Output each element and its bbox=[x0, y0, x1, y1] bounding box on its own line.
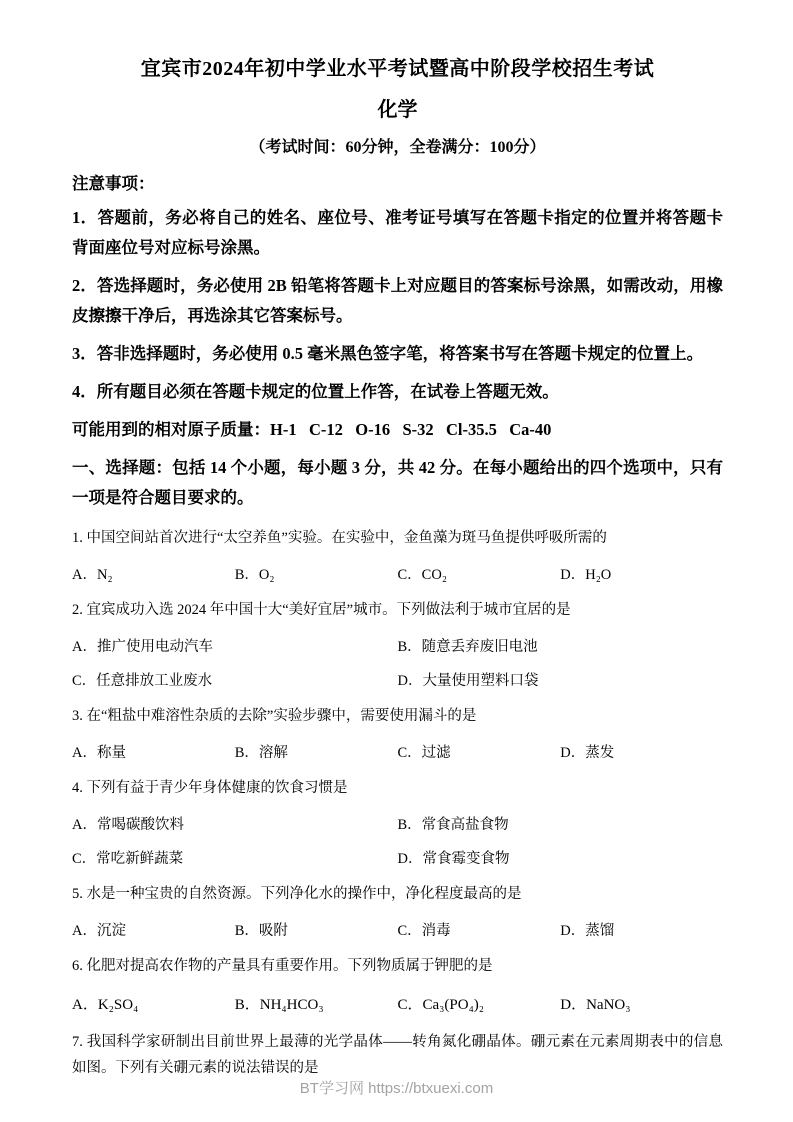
notice-item-4: 4．所有题目必须在答题卡规定的位置上作答，在试卷上答题无效。 bbox=[72, 382, 559, 401]
options-grid bbox=[72, 815, 723, 869]
question-stem: 6. 化肥对提高农作物的产量具有重要作用。下列物质属于钾肥的是 bbox=[72, 958, 493, 974]
options-row bbox=[72, 921, 723, 941]
option-d: D．蒸发 bbox=[560, 745, 615, 761]
watermark-footer bbox=[0, 1077, 793, 1098]
option-c: C．消毒 bbox=[397, 923, 451, 939]
option-a: A．K₂SO₄ bbox=[72, 997, 139, 1013]
options-row bbox=[72, 565, 723, 585]
question-stem: 1. 中国空间站首次进行“太空养鱼”实验。在实验中，金鱼藻为斑马鱼提供呼吸所需的 bbox=[72, 530, 607, 546]
option-a: A．称量 bbox=[72, 745, 126, 761]
question-stem: 4. 下列有益于青少年身体健康的饮食习惯是 bbox=[72, 780, 348, 796]
options-row bbox=[72, 743, 723, 763]
option-c: C．任意排放工业废水 bbox=[72, 673, 213, 689]
notice-title: 注意事项： bbox=[72, 174, 155, 193]
option-c: C．Ca₃(PO₄)₂ bbox=[397, 997, 485, 1013]
option-d: D．蒸馏 bbox=[560, 923, 615, 939]
question-5 bbox=[72, 881, 723, 941]
option-a: A．N₂ bbox=[72, 567, 113, 583]
option-b: B．随意丢弃废旧电池 bbox=[397, 639, 538, 655]
question-3 bbox=[72, 703, 723, 763]
question-stem: 7. 我国科学家研制出目前世界上最薄的光学晶体——转角氮化硼晶体。硼元素在元素周期表中的信息如图。下列有关硼元素的说法错误的是 bbox=[72, 1034, 723, 1076]
option-b: B．NH₄HCO₃ bbox=[234, 997, 324, 1013]
option-d: D．NaNO₃ bbox=[560, 997, 631, 1013]
question-4 bbox=[72, 775, 723, 869]
question-stem: 5. 水是一种宝贵的自然资源。下列净化水的操作中，净化程度最高的是 bbox=[72, 886, 522, 902]
question-6 bbox=[72, 953, 723, 1017]
exam-subject: 化学 bbox=[377, 99, 418, 121]
question-7 bbox=[72, 1029, 723, 1081]
atomic-mass-line: 可能用到的相对原子质量：H-1 C-12 O-16 S-32 Cl-35.5 Ca-40 bbox=[72, 420, 552, 439]
question-stem: 2. 宜宾成功入选 2024 年中国十大“美好宜居”城市。下列做法利于城市宜居的是 bbox=[72, 602, 571, 618]
option-b: B．溶解 bbox=[234, 745, 288, 761]
exam-title: 宜宾市2024年初中学业水平考试暨高中阶段学校招生考试 bbox=[140, 58, 655, 80]
watermark-text: BT学习网 https://btxuexi.com bbox=[299, 1080, 494, 1097]
option-c: C．常吃新鲜蔬菜 bbox=[72, 851, 184, 867]
options-row bbox=[72, 993, 723, 1017]
question-stem: 3. 在“粗盐中难溶性杂质的去除”实验步骤中，需要使用漏斗的是 bbox=[72, 708, 477, 724]
option-d: D．H₂O bbox=[560, 567, 612, 583]
question-1 bbox=[72, 525, 723, 585]
option-a: A．常喝碳酸饮料 bbox=[72, 817, 184, 833]
question-2 bbox=[72, 597, 723, 691]
option-b: B．吸附 bbox=[234, 923, 288, 939]
exam-info: （考试时间：60分钟，全卷满分：100分） bbox=[249, 139, 546, 156]
option-a: A．推广使用电动汽车 bbox=[72, 639, 213, 655]
option-d: D．常食霉变食物 bbox=[397, 851, 510, 867]
options-grid bbox=[72, 637, 723, 691]
option-c: C．CO₂ bbox=[397, 567, 447, 583]
option-b: B．O₂ bbox=[234, 567, 275, 583]
option-b: B．常食高盐食物 bbox=[397, 817, 509, 833]
section-title: 一、选择题：包括 14 个小题，每小题 3 分，共 42 分。在每小题给出的四个选项中，只有一项是符合题目要求的。 bbox=[72, 458, 723, 507]
option-d: D．大量使用塑料口袋 bbox=[397, 673, 539, 689]
option-a: A．沉淀 bbox=[72, 923, 126, 939]
notice-item-3: 3．答非选择题时，务必使用 0.5 毫米黑色签字笔，将答案书写在答题卡规定的位置上。 bbox=[72, 344, 704, 363]
notice-item-2: 2．答选择题时，务必使用 2B 铅笔将答题卡上对应题目的答案标号涂黑，如需改动，用橡皮擦擦干净后，再选涂其它答案标号。 bbox=[72, 276, 723, 325]
option-c: C．过滤 bbox=[397, 745, 451, 761]
notice-item-1: 1．答题前，务必将自己的姓名、座位号、准考证号填写在答题卡指定的位置并将答题卡背面座位号对应标号涂黑。 bbox=[72, 208, 723, 257]
